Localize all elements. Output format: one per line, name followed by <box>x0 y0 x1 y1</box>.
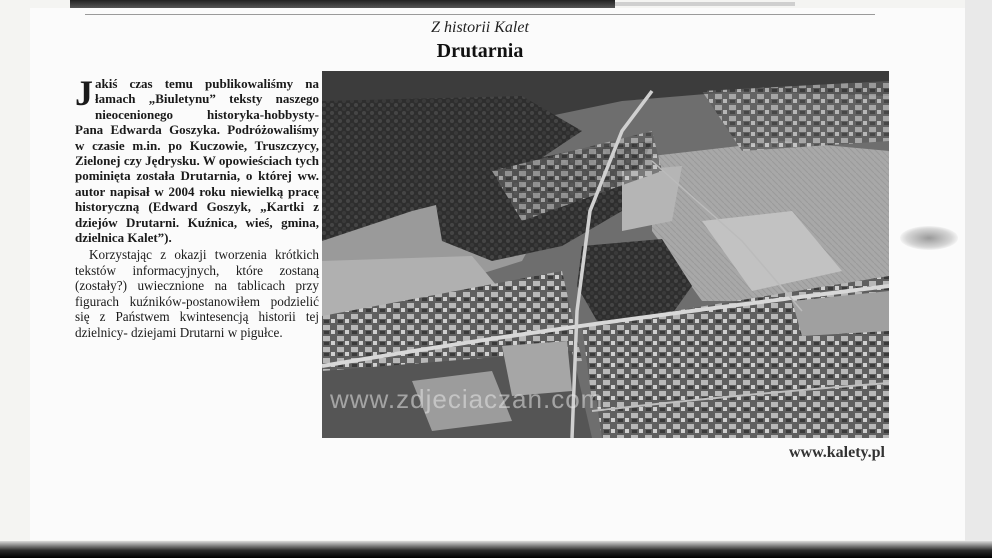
drop-cap: J <box>75 73 93 113</box>
paragraph-1-text: akiś czas temu publikowaliśmy na łamach „Biuletynu” teksty naszego nieocenionego historyka-hobbysty- Pana Edwarda Goszyka. Podróżowaliśmy w czasie m.in. po Kuczowie, Truszczycy, Zielonej czy Jędrysku. W opowieściach tych pominięta została Drutarnia, o której ww. autor napisał w 2004 roku niewielką pracę historyczną (Edward Goszyk, „Kartki z dziejów Drutarni. Kuźnica, wieś, gmina, dzielnica Kalet”). <box>75 76 319 246</box>
scan-bottom-edge <box>0 541 992 558</box>
photo-watermark: www.zdjeciaczan.com <box>330 384 604 414</box>
scan-top-edge <box>70 0 615 8</box>
article-column <box>75 73 319 340</box>
section-subtitle: Z historii Kalet <box>431 19 529 36</box>
scan-right-margin <box>965 0 992 558</box>
scan-smudge <box>900 226 958 250</box>
header-rule <box>85 14 875 15</box>
aerial-photo-illustration <box>322 71 889 438</box>
article-title: Drutarnia <box>436 40 524 62</box>
article-paragraph-2: Korzystając z okazji tworzenia krótkich tekstów informacyjnych, które zostaną (zostały?) uwiecznione na tablicach przy figurach kuźników-postanowiłem podzielić się z Państwem kwintesencją historii tej dzielnicy- dziejami Drutarni w pigułce. <box>75 247 319 340</box>
article-paragraph-1 <box>75 73 319 246</box>
footer-url: www.kalety.pl <box>788 444 885 461</box>
aerial-photo <box>322 71 889 438</box>
scan-top-edge-faint <box>615 2 795 6</box>
